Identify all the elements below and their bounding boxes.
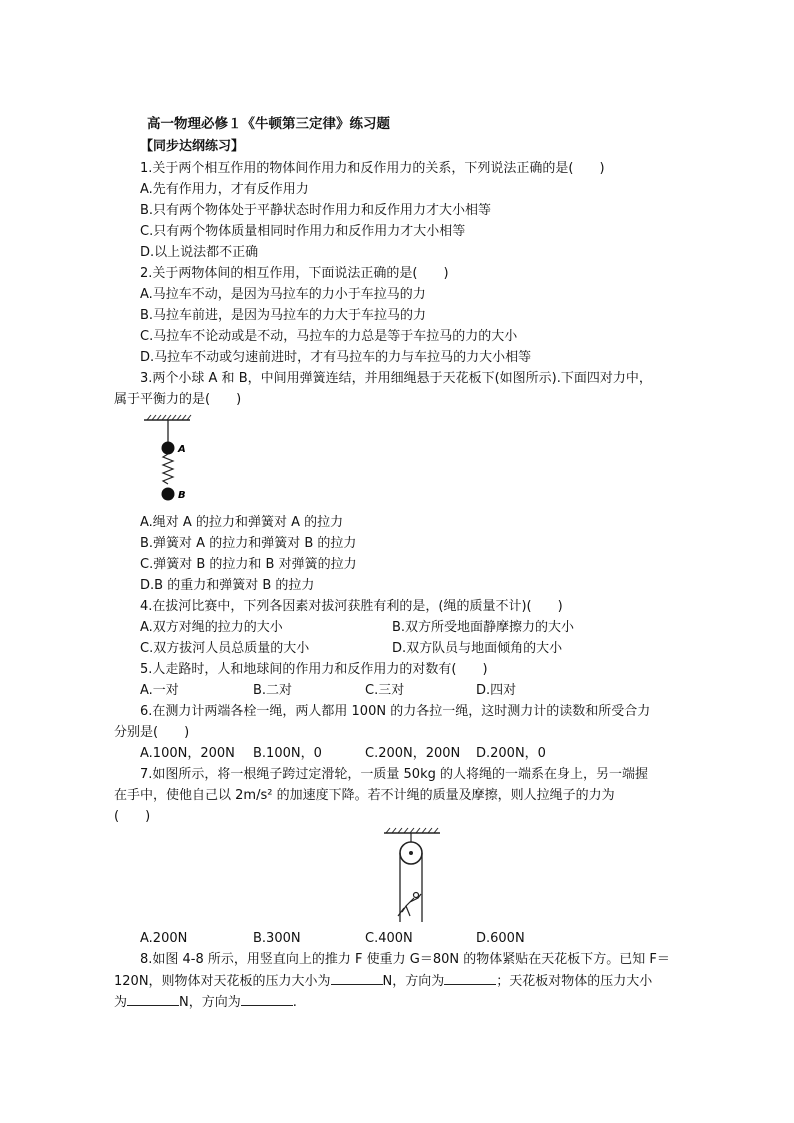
spring xyxy=(163,454,173,484)
q6-stem-line1: 6.在测力计两端各栓一绳，两人都用 100N 的力各拉一绳，这时测力计的读数和所受合力 xyxy=(140,704,651,719)
q2-option-d: D.马拉车不动或匀速前进时，才有马拉车的力与车拉马的力大小相等 xyxy=(140,350,532,365)
q3-option-a: A.绳对 A 的拉力和弹簧对 A 的拉力 xyxy=(140,515,344,530)
q1-stem: 1.关于两个相互作用的物体间作用力和反作用力的关系，下列说法正确的是( ) xyxy=(140,161,605,176)
ball-b xyxy=(162,488,175,501)
q1-option-a: A.先有作用力，才有反作用力 xyxy=(140,182,309,197)
q8-line3 xyxy=(114,992,297,1012)
q6-option-c: C.200N，200N xyxy=(365,746,461,761)
q5-stem: 5.人走路时，人和地球间的作用力和反作用力的对数有( ) xyxy=(140,662,488,677)
q8-line3-part2: N，方向为 xyxy=(179,995,241,1010)
q2-option-c: C.马拉车不论动或是不动，马拉车的力总是等于车拉马的力的大小 xyxy=(140,329,518,344)
q3-option-c: C.弹簧对 B 的拉力和 B 对弹簧的拉力 xyxy=(140,557,357,572)
q1-option-d: D.以上说法都不正确 xyxy=(140,245,259,260)
page-title: 高一物理必修１《牛顿第三定律》练习题 xyxy=(147,116,390,132)
q7-option-b: B.300N xyxy=(253,931,301,946)
answer-blank-2[interactable] xyxy=(444,971,496,985)
ball-a xyxy=(162,442,175,455)
q4-option-b: B.双方所受地面静摩擦力的大小 xyxy=(392,620,575,635)
q2-option-b: B.马拉车前进，是因为马拉车的力大于车拉马的力 xyxy=(140,308,427,323)
q6-stem-line2: 分别是( ) xyxy=(114,725,190,740)
q7-stem-line1: 7.如图所示，将一根绳子跨过定滑轮，一质量 50kg 的人将绳的一端系在身上，另一端握 xyxy=(140,767,648,782)
person-icon xyxy=(398,893,421,917)
q3-option-b: B.弹簧对 A 的拉力和弹簧对 B 的拉力 xyxy=(140,536,357,551)
q7-stem-line3: ( ) xyxy=(114,809,151,824)
answer-blank-1[interactable] xyxy=(331,971,383,985)
q4-stem: 4.在拔河比赛中，下列各因素对拔河获胜有利的是，(绳的质量不计)( ) xyxy=(140,599,563,614)
q1-option-b: B.只有两个物体处于平静状态时作用力和反作用力才大小相等 xyxy=(140,203,492,218)
q8-line3-part1: 为 xyxy=(114,995,128,1010)
label-b: B xyxy=(178,490,186,501)
q6-option-b: B.100N，0 xyxy=(253,746,322,761)
q1-option-c: C.只有两个物体质量相同时作用力和反作用力才大小相等 xyxy=(140,224,466,239)
q2-stem: 2.关于两物体间的相互作用，下面说法正确的是( ) xyxy=(140,266,449,281)
q3-stem-line2: 属于平衡力的是( ) xyxy=(114,392,242,407)
q8-line2-part2: N，方向为 xyxy=(382,974,445,989)
q5-option-c: C.三对 xyxy=(365,683,405,698)
q8-line3-part3: . xyxy=(292,995,297,1010)
q4-option-a: A.双方对绳的拉力的大小 xyxy=(140,620,283,635)
q8-line2-part3: ；天花板对物体的压力大小 xyxy=(496,974,653,989)
label-a: A xyxy=(178,444,186,455)
q6-option-d: D.200N，0 xyxy=(476,746,546,761)
q7-stem-line2: 在手中，使他自己以 2m/s² 的加速度下降。若不计绳的质量及摩擦，则人拉绳子的力为 xyxy=(114,788,615,803)
section-heading: 【同步达纲练习】 xyxy=(140,139,245,154)
q5-option-d: D.四对 xyxy=(476,683,517,698)
q5-option-b: B.二对 xyxy=(253,683,293,698)
q7-option-d: D.600N xyxy=(476,931,525,946)
q8-line2-part1: 120N，则物体对天花板的压力大小为 xyxy=(114,974,331,989)
q4-option-c: C.双方拔河人员总质量的大小 xyxy=(140,641,310,656)
q4-option-d: D.双方队员与地面倾角的大小 xyxy=(392,641,563,656)
q2-option-a: A.马拉车不动，是因为马拉车的力小于车拉马的力 xyxy=(140,287,426,302)
q3-option-d: D.B 的重力和弹簧对 B 的拉力 xyxy=(140,578,315,593)
q8-line2 xyxy=(114,971,652,991)
q7-option-a: A.200N xyxy=(140,931,188,946)
q8-line1: 8.如图 4-8 所示，用竖直向上的推力 F 使重力 G＝80N 的物体紧贴在天花板下方。已知 F＝ xyxy=(140,952,670,967)
answer-blank-3[interactable] xyxy=(127,992,179,1006)
q6-option-a: A.100N，200N xyxy=(140,746,235,761)
q5-option-a: A.一对 xyxy=(140,683,179,698)
answer-blank-4[interactable] xyxy=(241,992,293,1006)
q7-option-c: C.400N xyxy=(365,931,413,946)
spring-balls-figure xyxy=(140,414,200,506)
pulley-figure xyxy=(380,826,446,924)
q3-stem-line1: 3.两个小球 A 和 B，中间用弹簧连结，并用细绳悬于天花板下(如图所示).下面四对力中， xyxy=(140,371,652,386)
